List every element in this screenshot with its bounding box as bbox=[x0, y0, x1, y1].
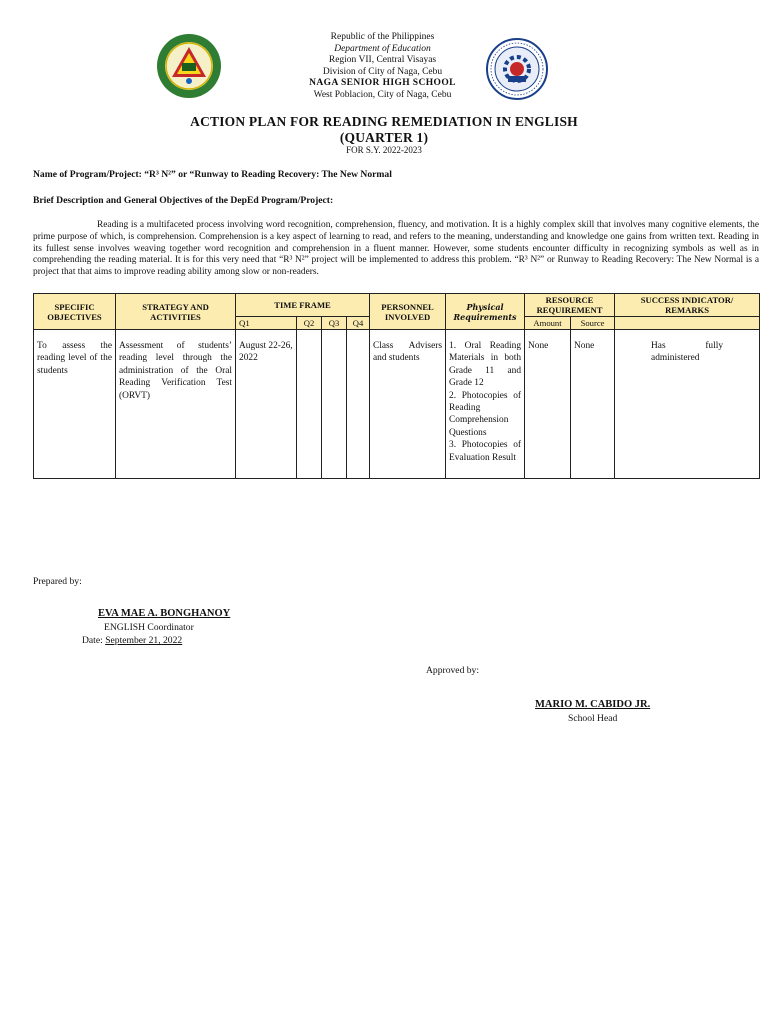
division-seal-logo bbox=[156, 33, 222, 99]
cell-personnel: Class Advisers and students bbox=[370, 330, 446, 479]
prepared-date bbox=[82, 635, 182, 646]
header-amount: Amount bbox=[525, 317, 571, 330]
school-year: FOR S.Y. 2022-2023 bbox=[346, 145, 422, 155]
physical-item: 1. Oral Reading Materials in both Grade 11 and Grade 12 bbox=[449, 341, 522, 389]
header-strategy: STRATEGY AND ACTIVITIES bbox=[116, 294, 236, 330]
cell-physical bbox=[446, 330, 525, 479]
header-region: Region VII, Central Visayas bbox=[328, 55, 437, 66]
cell-q3 bbox=[322, 330, 347, 479]
program-name: Name of Program/Project: “R³ N²” or “Runway to Reading Recovery: The New Normal bbox=[33, 169, 392, 180]
preparer-role: ENGLISH Coordinator bbox=[104, 622, 194, 633]
document-title: ACTION PLAN FOR READING REMEDIATION IN ENGLISH bbox=[190, 114, 578, 129]
header-objectives: SPECIFIC OBJECTIVES bbox=[34, 294, 116, 330]
header-q3: Q3 bbox=[322, 317, 347, 330]
cell-success: Has fully administered bbox=[615, 330, 760, 479]
cell-q1: August 22-26, 2022 bbox=[236, 330, 297, 479]
header-department: Department of Education bbox=[334, 43, 431, 54]
action-plan-table bbox=[33, 293, 760, 479]
prepared-label: Prepared by: bbox=[33, 576, 82, 587]
date-value: September 21, 2022 bbox=[105, 635, 183, 646]
cell-q4 bbox=[347, 330, 370, 479]
header-republic: Republic of the Philippines bbox=[330, 32, 435, 42]
approved-label: Approved by: bbox=[426, 665, 480, 676]
header-success-sub bbox=[615, 317, 760, 330]
approver-name: MARIO M. CABIDO JR. bbox=[535, 699, 651, 710]
physical-item: 3. Photocopies of Evaluation Result bbox=[449, 440, 522, 463]
cell-strategy: Assessment of students’ reading level through the administration of the Oral Reading Verification Test (ORVT) bbox=[116, 330, 236, 479]
cell-objectives: To assess the reading level of the students bbox=[34, 330, 116, 479]
approver-role: School Head bbox=[568, 713, 618, 724]
cell-source: None bbox=[571, 330, 615, 479]
preparer-name: EVA MAE A. BONGHANOY bbox=[98, 608, 231, 619]
header-time-frame: TIME FRAME bbox=[236, 294, 370, 317]
table-header-row bbox=[34, 294, 760, 317]
header-division: Division of City of Naga, Cebu bbox=[322, 66, 443, 77]
description-label: Brief Description and General Objectives of the DepEd Program/Project: bbox=[33, 195, 334, 206]
cell-amount: None bbox=[525, 330, 571, 479]
table-row bbox=[34, 330, 760, 479]
header-physical: Physical Requirements bbox=[446, 294, 525, 330]
header-q4: Q4 bbox=[347, 317, 370, 330]
header-personnel: PERSONNEL INVOLVED bbox=[370, 294, 446, 330]
description-text: Reading is a multifaceted process involving word recognition, comprehension, fluency, and motivation. It is a highly complex skill that involves many cognitive elements, the prime purpose of which, is comprehension. Comprehension is a key aspect of learning to read, and refers to the meaning, understanding and knowledge one gains from written text. Reading in its fullest sense involves weaving together word recognition and comprehension in a fluent manner. However, some students encounter difficulty in recognizing symbols as well as in comprehending the reading material. It is for this very need that “R³ N²” project will be implemented to address this problem. “R³ N²” or Runway to Reading Recovery: The New Normal is a project that that aims to improve reading ability among slow or non-readers. bbox=[33, 220, 759, 278]
header-source: Source bbox=[571, 317, 615, 330]
header-resource: RESOURCE REQUIREMENT bbox=[525, 294, 615, 317]
header-address: West Poblacion, City of Naga, Cebu bbox=[313, 89, 452, 100]
cell-q2 bbox=[297, 330, 322, 479]
document-quarter: (QUARTER 1) bbox=[339, 129, 429, 145]
header-q2: Q2 bbox=[297, 317, 322, 330]
header-school-name: NAGA SENIOR HIGH SCHOOL bbox=[309, 78, 456, 89]
header-q1: Q1 bbox=[236, 317, 297, 330]
header-success: SUCCESS INDICATOR/ REMARKS bbox=[615, 294, 760, 317]
date-label: Date: bbox=[82, 635, 103, 646]
physical-item: 2. Photocopies of Reading Comprehension Questions bbox=[449, 390, 522, 438]
